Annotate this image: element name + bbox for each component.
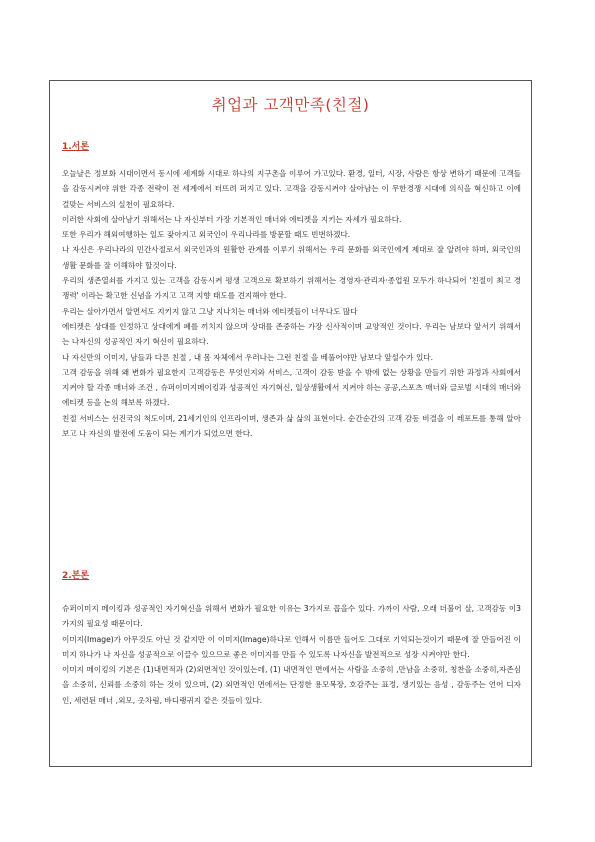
- paragraph: 이미지(Image)가 아무것도 아닌 것 같지만 이 이미지(Image)하나로 인해서 이름만 들어도 그대로 기억되는것이기 때문에 잘 만들어진 이미지 하나가 나 자신을 성공적으로 이끌수 있으므로 좋은 이미지를 만들 수 있도록 나자신을 발전적으로 성장 시켜야만 한다.: [62, 634, 521, 659]
- paragraph: 이러한 사회에 살아남기 위해서는 나 자신부터 가장 기본적인 매너와 에티켓을 지키는 자세가 필요하다.: [62, 214, 402, 224]
- document-page: [49, 80, 532, 767]
- paragraph: 나 자신은 우리나라의 민간사절로서 외국인과의 원활한 관계를 이루기 위해서는 우리 문화를 외국인에게 제대로 잘 알려야 하며, 외국인의 생활 문화를 잘 이해하야 할것이다.: [62, 245, 521, 270]
- paragraph: 또한 우리가 해외여행하는 일도 잦아지고 외국인이 우리나라를 방문할 때도 빈번하겠다.: [62, 230, 351, 240]
- paragraph: 우리는 살아가면서 알면서도 지키지 않고 그냥 지나치는 매너와 에티켓들이 너무나도 많다: [62, 306, 358, 316]
- paragraph: 에티켓은 상대를 인정하고 상대에게 폐를 끼치지 않으며 상대를 존중하는 가장 신사적이며 교양적인 것이다. 우리는 남보다 앞서기 위해서는 나자신의 성공적인 자기 혁신이 필요하다.: [62, 321, 521, 347]
- paragraph: 슈퍼이미지 메이킹과 성공적인 자기혁신을 위해서 변화가 필요한 이유는 3가지로 꼽을수 있다. 가까이 사람, 오래 더불어 살, 고객감동 이3가지의 필요성 때문이다.: [62, 604, 521, 629]
- document-title: 취업과 고객만족(친절): [211, 96, 370, 114]
- paragraph: 나 자신만의 이미지, 남들과 다른 친절 , 내 몸 자체에서 우러나는 그런 친절 을 베풀어야만 남보다 앞설수가 있다.: [62, 352, 434, 362]
- section-body-main: [62, 601, 521, 708]
- section-body-intro: [62, 166, 521, 441]
- section-heading-intro: 1.서론: [62, 142, 90, 152]
- paragraph: 친절 서비스는 선진국의 척도이며, 21세기인의 인프라이며, 생존과 삶 삶의 표현이다. 순간순간의 고객 감동 비결을 이 레포트를 통해 알아보고 나 자신의 발전에 도움이 되는 계기가 되었으면 한다.: [62, 413, 521, 439]
- paragraph: 이미지 메이킹의 기본은 (1)내면적과 (2)외면적인 것이있는데, (1) 내면적인 면에서는 사람을 소중히 ,만남을 소중히, 칭찬을 소중히,자존심을 소중히, 신뢰를 소중히 하는 것이 있으며, (2) 외면적인 면에서는 단정한 용모복장, 호감주는 표정, 생기있는 음성 , 감동주는 언어 디자인, 세련된 매너 ,외모, 옷차림, 바디랭귀지 같은 것들이 있다.: [62, 665, 521, 705]
- paragraph: 우리의 생존열쇠를 가지고 있는 고객을 감동시켜 평생 고객으로 확보하기 위해서는 경영자·관리자·종업원 모두가 하나되어 '친절이 최고 경쟁력' 이라는 확고한 신념을 가지고 고객 지향 태도를 견지해야 한다.: [62, 276, 521, 301]
- paragraph: 고객 감동을 위해 왜 변화가 필요한지 고객감동은 무엇인지와 서비스, 고객이 감동 받을 수 밖에 없는 상황을 만들기 위한 과정과 사회에서 지켜야 할 각종 매너와 조건 , 슈퍼이미지메이킹과 성공적인 자기혁신, 일상생활에서 지켜야 하는 공공,스포츠 매너와 글로벌 시대의 매너와 에티켓 등을 논의 해보록 하겠다.: [62, 367, 521, 408]
- section-heading-body: 2.본론: [62, 571, 90, 581]
- paragraph: 오늘날은 정보화 시대이면서 동시에 세계화 시대로 하나의 지구촌을 이루어 가고있다. 환경, 일터, 시장, 사람은 항상 변하기 때문에 고객들을 감동시켜야 위한 각종 전략이 전 세계에서 터뜨려 퍼지고 있다. 고객을 감동시켜야 살아남는 이 무한경쟁 시대에 의식을 혁신하고 이에 걸맞는 서비스의 실천이 필요하다.: [62, 169, 522, 209]
